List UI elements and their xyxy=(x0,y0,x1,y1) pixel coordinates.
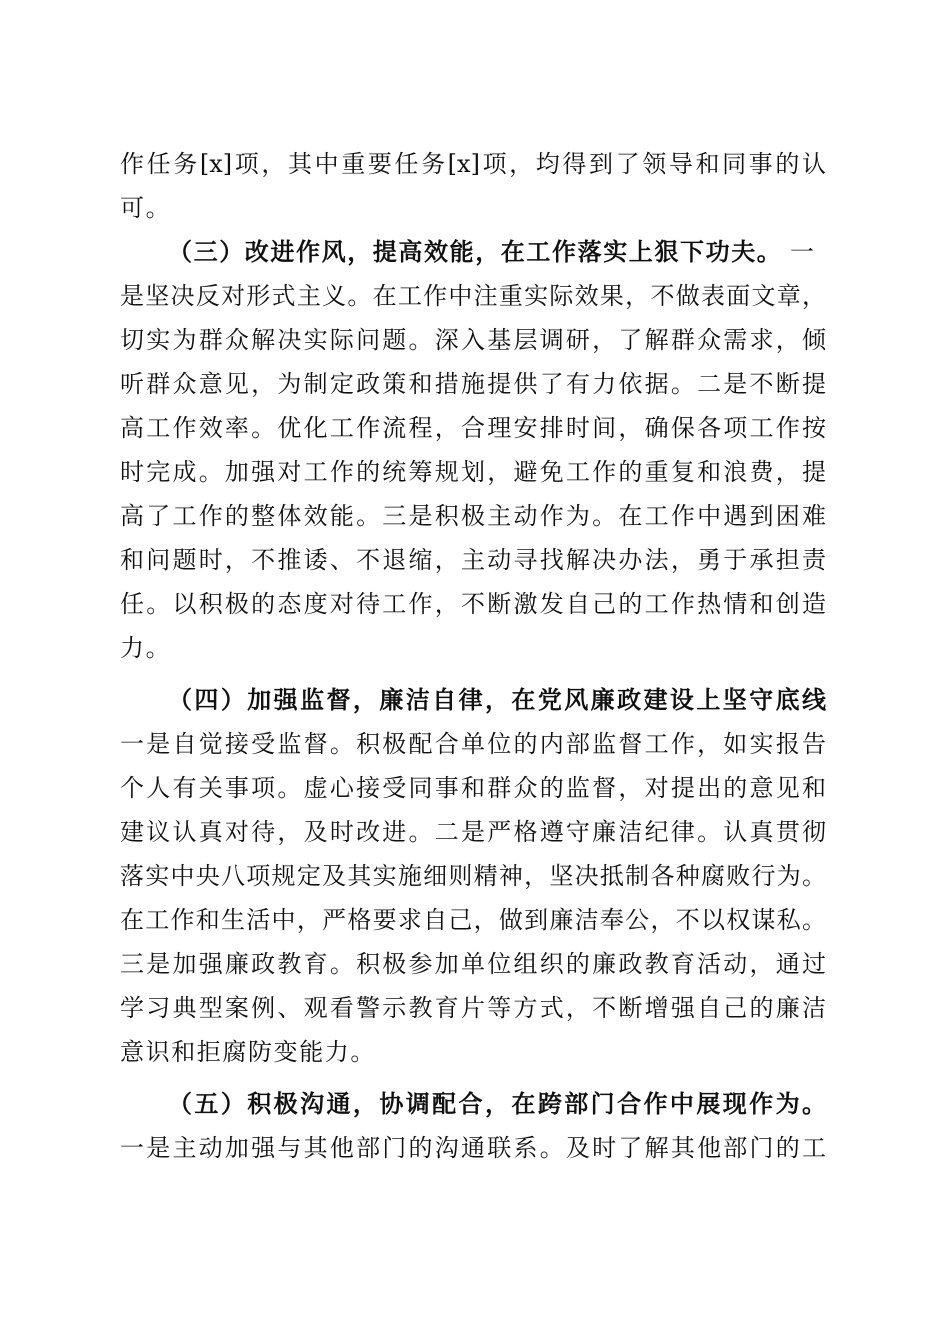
section-heading-3: （三）改进作风，提高效能，在工作落实上狠下功夫。 xyxy=(168,237,783,266)
section-heading-4: （四）加强监督，廉洁自律，在党风廉政建设上坚守底线 xyxy=(168,685,826,714)
text-line: 落实中央八项规定及其实施细则精神，坚决抵制各种腐败行为。 xyxy=(120,862,826,890)
text-line: 力。 xyxy=(120,634,172,662)
text-line: 学习典型案例、观看警示教育片等方式，不断增强自己的廉洁 xyxy=(120,994,826,1022)
text-line: 听群众意见，为制定政策和措施提供了有力依据。二是不断提 xyxy=(120,370,826,398)
text-line: 和问题时，不推诿、不退缩，主动寻找解决办法，勇于承担责 xyxy=(120,546,826,574)
text-line: 建议认真对待，及时改进。二是严格遵守廉洁纪律。认真贯彻 xyxy=(120,818,826,846)
text-line: 高工作效率。优化工作流程，合理安排时间，确保各项工作按 xyxy=(120,414,826,442)
section-heading-5: （五）积极沟通，协调配合，在跨部门合作中展现作为。 xyxy=(168,1089,826,1118)
text-line: 是坚决反对形式主义。在工作中注重实际效果，不做表面文章， xyxy=(120,282,826,310)
text-line: 在工作和生活中，严格要求自己，做到廉洁奉公，不以权谋私。 xyxy=(120,906,826,934)
text-line: 时完成。加强对工作的统筹规划，避免工作的重复和浪费，提 xyxy=(120,458,826,486)
text-line: 可。 xyxy=(120,194,172,222)
text-line: 切实为群众解决实际问题。深入基层调研，了解群众需求，倾 xyxy=(120,326,826,354)
text-line: 任。以积极的态度对待工作，不断激发自己的工作热情和创造 xyxy=(120,590,826,618)
text-line: 一是自觉接受监督。积极配合单位的内部监督工作，如实报告 xyxy=(120,730,826,758)
text-line: 作任务[x]项，其中重要任务[x]项，均得到了领导和同事的认 xyxy=(120,150,826,178)
text-line: 意识和拒腐防变能力。 xyxy=(120,1038,376,1066)
text-line: 一 xyxy=(790,238,816,266)
text-line: 一是主动加强与其他部门的沟通联系。及时了解其他部门的工 xyxy=(120,1134,826,1162)
text-line: 高了工作的整体效能。三是积极主动作为。在工作中遇到困难 xyxy=(120,502,826,530)
text-line: 三是加强廉政教育。积极参加单位组织的廉政教育活动，通过 xyxy=(120,950,826,978)
text-line: 个人有关事项。虚心接受同事和群众的监督，对提出的意见和 xyxy=(120,774,826,802)
